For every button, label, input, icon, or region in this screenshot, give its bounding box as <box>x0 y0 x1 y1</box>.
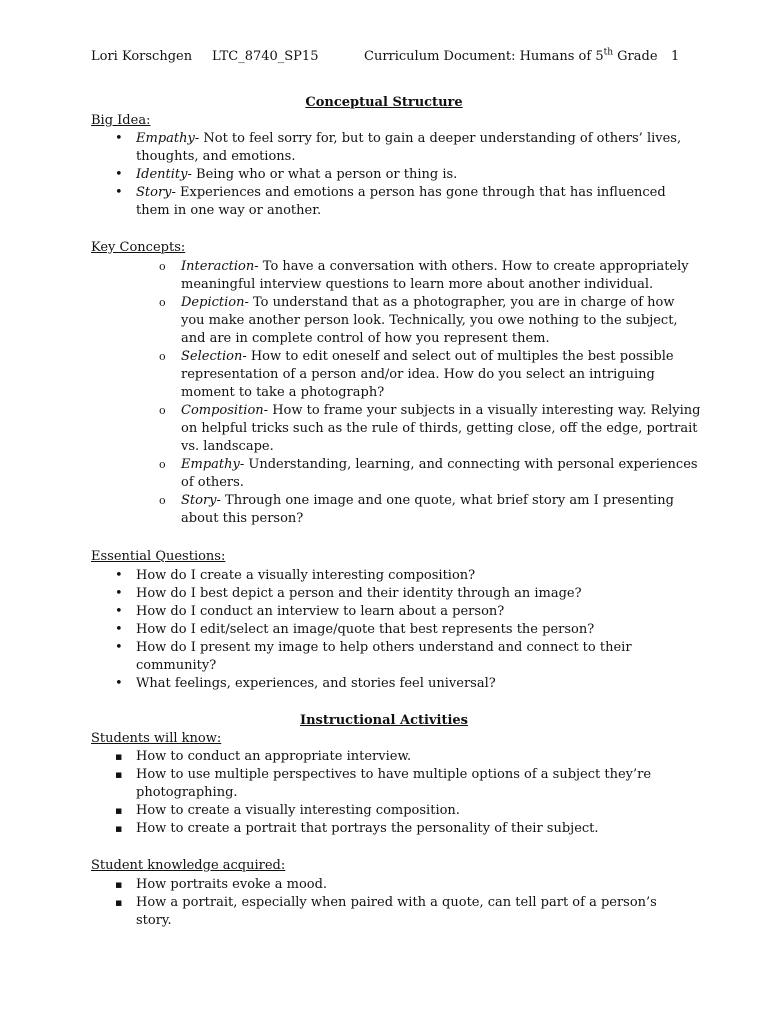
student-knowledge-label: Student knowledge acquired: <box>91 858 286 873</box>
term: Composition <box>181 403 264 418</box>
list-item <box>115 876 696 894</box>
bullet-icon: • <box>115 604 123 619</box>
essential-questions-list <box>115 567 696 693</box>
term: Depiction <box>181 295 245 310</box>
students-will-know-label: Students will know: <box>91 731 222 746</box>
circle-bullet-icon: o <box>159 404 166 417</box>
question-text: How do I conduct an interview to learn about a person? <box>136 604 505 619</box>
question-text: How do I present my image to help others understand and connect to their community? <box>136 640 632 673</box>
key-concepts-label: Key Concepts: <box>91 240 186 255</box>
definition: - Being who or what a person or thing is. <box>187 167 458 182</box>
item-text: How a portrait, especially when paired with a quote, can tell part of a person’s story. <box>136 895 657 928</box>
square-bullet-icon: ▪ <box>115 896 123 909</box>
question-text: How do I edit/select an image/quote that best represents the person? <box>136 622 595 637</box>
bullet-icon: • <box>115 622 123 637</box>
circle-bullet-icon: o <box>159 494 166 507</box>
list-item <box>115 802 696 820</box>
circle-bullet-icon: o <box>159 458 166 471</box>
header-author: Lori Korschgen <box>91 49 193 64</box>
definition: - Through one image and one quote, what brief story am I presenting about this person? <box>181 493 674 526</box>
square-bullet-icon: ▪ <box>115 768 123 781</box>
square-bullet-icon: ▪ <box>115 822 123 835</box>
circle-bullet-icon: o <box>159 350 166 363</box>
definition: - Understanding, learning, and connecting with personal experiences of others. <box>181 457 698 490</box>
bullet-icon: • <box>115 185 123 200</box>
header-document-title <box>364 48 658 66</box>
term: Story <box>181 493 217 508</box>
item-text: How to conduct an appropriate interview. <box>136 749 412 764</box>
definition: - Not to feel sorry for, but to gain a deeper understanding of others’ lives, thoughts, and emotions. <box>136 131 682 164</box>
header-page-number: 1 <box>671 49 680 64</box>
list-item <box>115 166 696 184</box>
student-knowledge-list <box>115 876 696 930</box>
definition: - How to frame your subjects in a visually interesting way. Relying on helpful tricks such as the rule of thirds, getting close, off the edge, portrait vs. landscape. <box>181 403 701 454</box>
list-item <box>115 675 696 693</box>
list-item <box>115 603 696 621</box>
bullet-icon: • <box>115 167 123 182</box>
header-course: LTC_8740_SP15 <box>212 49 319 64</box>
essential-questions-label: Essential Questions: <box>91 549 226 564</box>
list-item <box>115 130 696 166</box>
list-item <box>159 294 701 348</box>
list-item <box>115 820 696 838</box>
definition: - To have a conversation with others. How to create appropriately meaningful interview questions to learn more about another individual. <box>181 259 689 292</box>
term: Interaction <box>181 259 255 274</box>
square-bullet-icon: ▪ <box>115 804 123 817</box>
instructional-activities-title: Instructional Activities <box>300 713 468 728</box>
list-item <box>115 184 696 220</box>
list-item <box>115 639 696 675</box>
key-concepts-list <box>159 258 701 528</box>
term: Story <box>136 185 172 200</box>
term: Empathy <box>181 457 240 472</box>
list-item <box>115 748 696 766</box>
header-doc-suffix: Grade <box>613 49 658 64</box>
square-bullet-icon: ▪ <box>115 878 123 891</box>
list-item <box>159 258 701 294</box>
big-idea-label: Big Idea: <box>91 113 151 128</box>
list-item <box>159 348 701 402</box>
list-item <box>115 894 696 930</box>
list-item <box>115 621 696 639</box>
bullet-icon: • <box>115 131 123 146</box>
term: Identity <box>136 167 188 182</box>
page-header <box>91 48 691 66</box>
definition: - Experiences and emotions a person has gone through that has influenced them in one way or another. <box>136 185 666 218</box>
term: Selection <box>181 349 243 364</box>
definition: - How to edit oneself and select out of multiples the best possible representation of a person and/or idea. How do you select an intriguing moment to take a photograph? <box>181 349 674 400</box>
list-item <box>115 567 696 585</box>
item-text: How to create a visually interesting composition. <box>136 803 460 818</box>
bullet-icon: • <box>115 568 123 583</box>
header-doc-prefix: Curriculum Document: Humans of 5 <box>364 49 604 64</box>
list-item <box>115 766 696 802</box>
circle-bullet-icon: o <box>159 296 166 309</box>
definition: - To understand that as a photographer, you are in charge of how you make another person look. Technically, you owe nothing to the subject, and are in complete control of how you represent them. <box>181 295 678 346</box>
list-item <box>115 585 696 603</box>
item-text: How to use multiple perspectives to have multiple options of a subject they’re photographing. <box>136 767 652 800</box>
term: Empathy <box>136 131 195 146</box>
question-text: What feelings, experiences, and stories feel universal? <box>136 676 496 691</box>
bullet-icon: • <box>115 676 123 691</box>
question-text: How do I create a visually interesting composition? <box>136 568 476 583</box>
item-text: How to create a portrait that portrays the personality of their subject. <box>136 821 599 836</box>
square-bullet-icon: ▪ <box>115 750 123 763</box>
conceptual-structure-title: Conceptual Structure <box>305 95 463 110</box>
bullet-icon: • <box>115 586 123 601</box>
question-text: How do I best depict a person and their identity through an image? <box>136 586 582 601</box>
list-item <box>159 402 701 456</box>
header-doc-superscript: th <box>603 47 614 58</box>
big-idea-list <box>115 130 696 220</box>
bullet-icon: • <box>115 640 123 655</box>
list-item <box>159 492 701 528</box>
list-item <box>159 456 701 492</box>
circle-bullet-icon: o <box>159 260 166 273</box>
item-text: How portraits evoke a mood. <box>136 877 328 892</box>
students-will-know-list <box>115 748 696 838</box>
